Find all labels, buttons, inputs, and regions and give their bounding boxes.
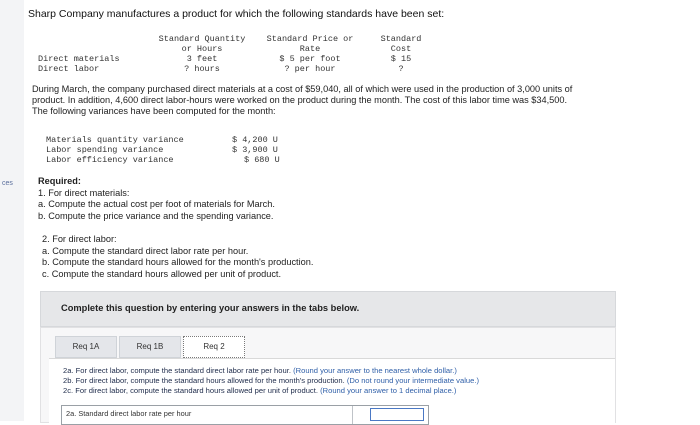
instruction-text: 2c. For direct labor, compute the standard hours allowed per unit of product. <box>63 386 318 395</box>
instruction-line <box>63 376 479 386</box>
tabs-area <box>40 327 616 423</box>
row-label-materials: Direct materials <box>38 54 120 64</box>
price-header-line1: Standard Price or <box>266 34 354 44</box>
row-price-materials: $ 5 per foot <box>279 54 341 64</box>
tab-req-1b[interactable]: Req 1B <box>119 336 181 358</box>
sidebar-label: ces <box>2 180 13 187</box>
row-price-labor: ? per hour <box>284 64 336 74</box>
variance-name: Materials quantity variance <box>46 135 184 145</box>
labor-rate-input[interactable] <box>370 408 424 421</box>
tab-content <box>49 358 615 423</box>
paragraph-line: The following variances have been computed for the month: <box>32 106 276 116</box>
variance-value: $ 680 U <box>244 155 280 165</box>
instruction-text: 2b. For direct labor, compute the standard hours allowed for the month's production. <box>63 376 345 385</box>
row-cost-materials: $ 15 <box>390 54 412 64</box>
part1-title: 1. For direct materials: <box>38 187 130 198</box>
tab-req-1a[interactable]: Req 1A <box>55 336 117 358</box>
problem-intro: Sharp Company manufactures a product for which the following standards have been set: <box>28 8 445 20</box>
answer-divider <box>352 406 353 424</box>
row-cost-labor: ? <box>398 64 404 74</box>
price-header-line2: Rate <box>299 44 321 54</box>
part2-item: a. Compute the standard direct labor rate per hour. <box>42 245 249 256</box>
cost-header-line2: Cost <box>390 44 412 54</box>
answer-row <box>61 405 429 425</box>
instruction-text: Complete this question by entering your answers in the tabs below. <box>61 303 360 313</box>
instruction-panel <box>40 291 616 327</box>
qty-header-line1: Standard Quantity <box>158 34 246 44</box>
left-sidebar-strip <box>0 0 24 421</box>
instruction-text: 2a. For direct labor, compute the standard direct labor rate per hour. <box>63 366 291 375</box>
instruction-line <box>63 366 479 376</box>
variance-value: $ 4,200 U <box>232 135 278 145</box>
paragraph-line: During March, the company purchased direct materials at a cost of $59,040, all of which were used in the production of 3,000 units of <box>32 84 573 94</box>
row-label-labor: Direct labor <box>38 64 100 74</box>
part2-title: 2. For direct labor: <box>42 234 117 244</box>
required-section <box>38 176 313 280</box>
instruction-line <box>63 386 479 396</box>
variance-name: Labor efficiency variance <box>46 155 174 165</box>
problem-paragraph <box>32 84 692 117</box>
instruction-hint: (Round your answer to 1 decimal place.) <box>320 386 457 395</box>
variance-value: $ 3,900 U <box>232 145 278 155</box>
qty-header-line2: or Hours <box>181 44 223 54</box>
instruction-hint: (Round your answer to the nearest whole dollar.) <box>293 366 457 375</box>
row-qty-materials: 3 feet <box>186 54 218 64</box>
answer-label: 2a. Standard direct labor rate per hour <box>66 409 192 418</box>
instruction-hint: (Do not round your intermediate value.) <box>346 376 479 385</box>
row-qty-labor: ? hours <box>184 64 220 74</box>
tab-req-2[interactable]: Req 2 <box>183 336 245 358</box>
part1-item: a. Compute the actual cost per foot of materials for March. <box>38 199 275 209</box>
part2-item: b. Compute the standard hours allowed for the month's production. <box>42 257 314 267</box>
paragraph-line: product. In addition, 4,600 direct labor-hours were worked on the product during the month. The cost of this labor time was $34,500. <box>32 95 568 105</box>
instructions <box>63 366 479 396</box>
part2-item: c. Compute the standard hours allowed per unit of product. <box>42 268 282 279</box>
required-title: Required: <box>38 176 81 186</box>
part1-item: b. Compute the price variance and the spending variance. <box>38 210 274 221</box>
variance-name: Labor spending variance <box>46 145 164 155</box>
cost-header-line1: Standard <box>380 34 422 44</box>
